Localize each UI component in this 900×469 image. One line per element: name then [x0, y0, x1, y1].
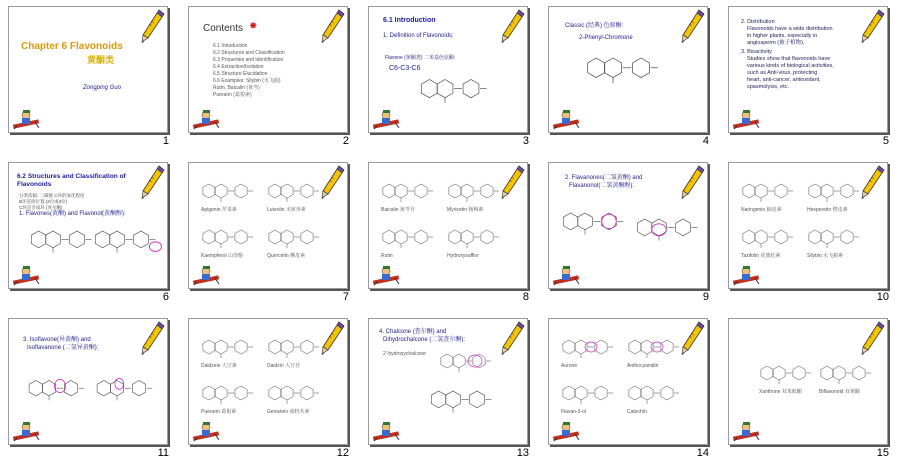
slide-line: heart, anti-cancer, antioxidant, — [747, 77, 821, 83]
slide-number: 2 — [342, 135, 349, 147]
slide-line: Dihydrochalcone (二氢查尔酮): — [383, 337, 466, 343]
structure-label: Quercetin 槲皮素 — [267, 253, 306, 259]
slide-line: Flavone (黄酮类) 二苯基色原酮: — [385, 55, 456, 61]
slide-line: 2-Phenyl-Chromone — [579, 35, 633, 41]
slide-line: Studies show that flavonoids have — [747, 56, 831, 62]
mascot-icon — [11, 108, 41, 130]
slide-thumbnail-4[interactable] — [548, 6, 708, 133]
structure-label: Biflavonoid 双黄酮 — [819, 389, 860, 395]
pencil-icon — [859, 9, 885, 43]
pencil-icon — [139, 9, 165, 43]
slide-thumbnail-3[interactable] — [368, 6, 528, 133]
contents-item: 6.6 Examples: Silybin (水飞蓟) — [213, 78, 281, 84]
flavone-structure — [29, 225, 101, 254]
structure-label: Xanthone 双苯吡酮 — [759, 389, 802, 395]
chalcone-structure — [439, 349, 499, 373]
structure-label: Silybin 水飞蓟素 — [807, 253, 844, 259]
slide-line: C6-C3-C6 — [389, 65, 421, 72]
structure-sketch — [807, 225, 867, 249]
slide-number: 1 — [162, 135, 169, 147]
slide-line: 分类依据: 三碳链 C环的氧化程度 — [19, 193, 85, 198]
slide-thumbnail-8[interactable] — [368, 162, 528, 289]
structure-label: Anthocyanidin — [627, 363, 659, 369]
flavone-structure — [419, 73, 497, 104]
slide-thumbnail-1[interactable] — [8, 6, 168, 133]
slide-number: 9 — [702, 291, 709, 303]
slide-cell — [543, 313, 723, 469]
slide-cell — [723, 313, 900, 469]
slide-cell — [543, 1, 723, 157]
slide-line: spasmolysis, etc. — [747, 84, 789, 90]
slide-subtitle: 黄酮类 — [87, 55, 115, 65]
structure-sketch — [627, 335, 687, 359]
mascot-icon — [551, 420, 581, 442]
slide-number: 12 — [336, 447, 349, 459]
mascot-icon — [11, 420, 41, 442]
slide-number: 15 — [876, 447, 889, 459]
pencil-icon — [499, 321, 525, 355]
mascot-icon — [731, 264, 761, 286]
flavanonol-structure — [635, 213, 707, 242]
mascot-icon — [371, 264, 401, 286]
structure-sketch — [561, 335, 621, 359]
structure-label: Flavan-3-ol — [561, 409, 587, 415]
slide-thumbnail-10[interactable] — [728, 162, 888, 289]
flavonol-structure — [93, 225, 165, 254]
pencil-icon — [859, 321, 885, 355]
slide-line: angiosperm (被子植物). — [747, 40, 805, 46]
mascot-icon — [371, 108, 401, 130]
slide-line: B环连接位置 (2位或3位) — [19, 199, 68, 204]
slide-number: 11 — [157, 447, 169, 459]
slide-line: such as Anti-virus, protecting — [747, 70, 818, 76]
slide-line: Isoflavanone (二氢异黄酮): — [27, 345, 99, 351]
slide-number: 5 — [882, 135, 889, 147]
slide-cell — [3, 1, 183, 157]
structure-sketch — [201, 381, 261, 405]
chromone-structure — [585, 51, 669, 85]
structure-label: Kaempferol 山柰酚 — [201, 253, 243, 259]
structure-label: Rutin — [381, 253, 393, 259]
slide-line: 3. Bioactivity — [741, 49, 772, 55]
slide-line: in higher plants, especially in — [747, 33, 818, 39]
structure-sketch — [267, 381, 327, 405]
mascot-icon — [191, 264, 221, 286]
structure-label: Puerarin 葛根素 — [201, 409, 237, 415]
mascot-icon — [371, 420, 401, 442]
pencil-icon — [319, 9, 345, 43]
mascot-icon — [11, 264, 41, 286]
structure-sketch — [201, 179, 261, 203]
slide-thumbnail-11[interactable] — [8, 318, 168, 445]
slide-number: 6 — [162, 291, 169, 303]
slide-thumbnail-14[interactable] — [548, 318, 708, 445]
structure-label: Catechin — [627, 409, 647, 415]
structure-sketch — [381, 225, 441, 249]
slide-number: 4 — [702, 135, 709, 147]
structure-sketch — [267, 225, 327, 249]
slide-thumbnail-12[interactable] — [188, 318, 348, 445]
structure-label: Hydroxysafflor — [447, 253, 479, 259]
isoflavanone-structure — [95, 375, 161, 401]
slide-thumbnail-5[interactable] — [728, 6, 888, 133]
structure-sketch — [447, 225, 507, 249]
pencil-icon — [139, 165, 165, 199]
structure-label: Luteolin 木犀草素 — [267, 207, 306, 213]
mascot-icon — [191, 420, 221, 442]
structure-sketch — [381, 179, 441, 203]
slide-title: 6.2 Structures and Classification of Flavonoids — [17, 173, 126, 188]
structure-label: Hesperetin 橙皮素 — [807, 207, 848, 213]
structure-label: Apigenin 芹菜素 — [201, 207, 237, 213]
structure-sketch — [447, 179, 507, 203]
slide-line: Flavonoids have a wide distribution — [747, 26, 833, 32]
slide-number: 7 — [342, 291, 349, 303]
slide-line: 2. Distribution — [741, 19, 775, 25]
structure-label: Taxifolin 花旗松素 — [741, 253, 781, 259]
slide-cell — [723, 1, 900, 157]
slide-cell — [543, 157, 723, 313]
slide-title: Chapter 6 Flavonoids — [21, 41, 123, 52]
slide-thumbnail-9[interactable] — [548, 162, 708, 289]
slide-number: 14 — [696, 447, 709, 459]
structure-sketch — [807, 179, 867, 203]
slide-cell — [183, 157, 363, 313]
slide-cell — [3, 157, 183, 313]
slide-thumbnail-2[interactable] — [188, 6, 348, 133]
slide-thumbnail-13[interactable] — [368, 318, 528, 445]
slide-cell — [183, 1, 363, 157]
mascot-icon — [551, 264, 581, 286]
slide-title: Contents — [203, 23, 244, 34]
slide-line: 1. Definition of Flavonoids: — [383, 33, 454, 39]
isoflavone-structure — [27, 375, 93, 401]
slide-author: Zongping Guo — [83, 85, 122, 91]
slide-line: Classic (经典) 色原酮: — [565, 23, 624, 29]
slide-cell — [363, 157, 543, 313]
structure-sketch — [741, 225, 801, 249]
slide-line: 2'-hydroxychalcone — [383, 351, 426, 357]
structure-sketch — [201, 225, 261, 249]
pencil-icon — [679, 9, 705, 43]
contents-item: 6.1 Introduction — [213, 43, 248, 49]
slide-cell — [723, 157, 900, 313]
pencil-icon — [139, 321, 165, 355]
slide-title: 6.1 Introduction — [383, 17, 436, 24]
contents-item: Rutin, Baicalin (黄芩) — [213, 85, 260, 91]
contents-item: 6.2 Structures and Classification — [213, 50, 285, 56]
slide-line: 2. Flavanones(二氢黄酮) and — [565, 175, 643, 181]
slide-line: various kinds of biological activities, — [747, 63, 834, 69]
slide-cell — [363, 313, 543, 469]
slide-line: C环是否成环 (查尔酮) — [19, 205, 63, 210]
contents-item: Puerarin (葛根素) — [213, 92, 252, 98]
structure-sketch — [759, 361, 819, 385]
pencil-icon — [499, 9, 525, 43]
structure-sketch — [819, 361, 879, 385]
structure-sketch — [627, 381, 687, 405]
slide-cell — [183, 313, 363, 469]
structure-label: Aurone — [561, 363, 578, 369]
slide-line: 3. Isoflavone(异黄酮) and — [23, 337, 91, 343]
slide-number: 13 — [516, 447, 529, 459]
structure-sketch — [267, 179, 327, 203]
structure-label: Daidzein 大豆素 — [201, 363, 237, 369]
slide-thumbnail-15[interactable] — [728, 318, 888, 445]
structure-sketch — [201, 335, 261, 359]
slide-line: 4. Chalcone (查尔酮) and — [379, 329, 447, 335]
star-icon: ✸ — [249, 21, 258, 32]
slide-number: 10 — [876, 291, 889, 303]
dihydrochalcone-structure — [429, 385, 501, 414]
structure-label: Baicalin 黄芩苷 — [381, 207, 415, 213]
pencil-icon — [679, 165, 705, 199]
slide-line: Flavanonol(二氢黄酮醇): — [569, 183, 635, 189]
structure-sketch — [561, 381, 621, 405]
structure-label: Genistein 染料木素 — [267, 409, 310, 415]
structure-sketch — [267, 335, 327, 359]
slide-line: 1. Flavones(黄酮) and Flavonol(黄酮醇): — [19, 211, 126, 217]
mascot-icon — [731, 420, 761, 442]
mascot-icon — [551, 108, 581, 130]
contents-item: 6.5 Structure Elucidation — [213, 71, 268, 77]
slide-number: 3 — [522, 135, 529, 147]
slide-number: 8 — [522, 291, 529, 303]
structure-sketch — [741, 179, 801, 203]
structure-label: Daidzin 大豆苷 — [267, 363, 301, 369]
slide-thumbnail-6[interactable] — [8, 162, 168, 289]
structure-label: Naringenin 柚皮素 — [741, 207, 782, 213]
slide-cell — [3, 313, 183, 469]
structure-label: Myricetin 杨梅素 — [447, 207, 484, 213]
mascot-icon — [731, 108, 761, 130]
contents-item: 6.4 Extraction/Isolation — [213, 64, 264, 70]
flavanone-structure — [561, 207, 633, 236]
contents-item: 6.3 Properties and Identification — [213, 57, 284, 63]
slide-thumbnail-7[interactable] — [188, 162, 348, 289]
mascot-icon — [191, 108, 221, 130]
slide-cell — [363, 1, 543, 157]
